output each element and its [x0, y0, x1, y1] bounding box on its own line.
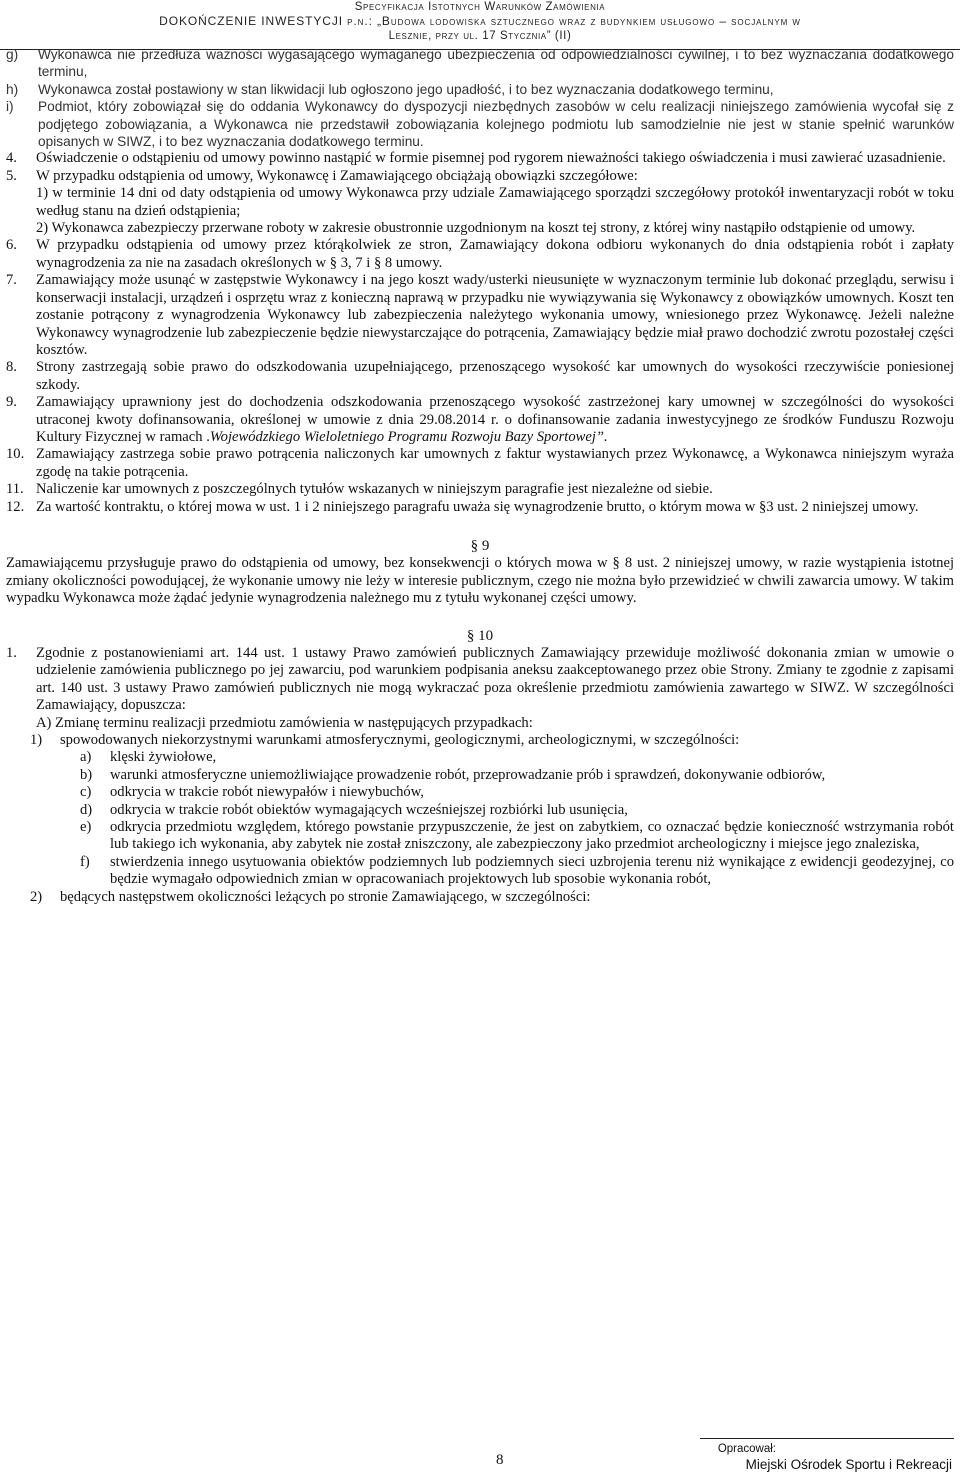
s10-letter-b — [80, 767, 954, 784]
list-text: Podmiot, który zobowiązał się do oddania Wykonawcy do dyspozycji niezbędnych zasobów w celu realizacji niniejszego zamówienia wycofał się z podjętego zobowiązania, a Wykonawca nie przedstawił zobowiązania kolejnego podmiotu lub samodzielnie nie jest w stanie spełnić warunków opisanych w SIWZ, i to bez wyznaczania dodatkowego terminu. — [38, 99, 954, 150]
point-text: Zgodnie z postanowieniami art. 144 ust. 1 ustawy Prawo zamówień publicznych Zamawiający przewiduje możliwość dokonania zmian w umowie o udzielenie zamówienia publicznego po jej zawarciu, pod warunkiem podpisania aneksu zaakceptowanego przez obie Strony. Zmiany te zgodnie z zapisami art. 140 ust. 3 ustawy Prawo zamówień publicznych nie mogą wykraczać poza określenie przedmiotu zamówienia zawartego w SIWZ. W szczególności Zamawiający, dopuszcza: — [36, 645, 954, 714]
s10-letter-c — [80, 784, 954, 801]
prepared-by-label: Opracował: — [717, 1443, 776, 1455]
list-text: odkrycia w trakcie robót niewypałów i niewybuchów, — [110, 784, 424, 801]
list-text: odkrycia przedmiotu względem, którego powstanie przypuszczenie, że jest on zabytkiem, co oznaczać będzie konieczność wstrzymania robót lub takiego ich wykonania, aby zabytek nie został zniszczony, ale zabezpieczony jako przedmiot archeologiczny i miejsce jego znaleziska, — [110, 819, 954, 853]
point-sub-2: 2) Wykonawca zabezpieczy przerwane roboty w zakresie obustronnie uzgodnionym na koszt tej strony, z której winy nastąpiło odstąpienie od umowy. — [36, 220, 916, 237]
list-text: spowodowanych niekorzystnymi warunkami atmosferycznymi, geologicznymi, archeologicznymi, w szczególności: — [60, 732, 740, 749]
point-number: 6. — [6, 237, 17, 254]
point-sub-1: 1) w terminie 14 dni od daty odstąpienia od umowy Wykonawca przy udziale Zamawiającego sporządzi szczegółowy protokół inwentaryzacji robót w toku według stanu na dzień odstąpienia; — [36, 185, 954, 219]
point-number: 4. — [6, 150, 17, 167]
list-label: b) — [80, 766, 93, 783]
list-label: 2) — [30, 888, 43, 905]
point-number: 5. — [6, 167, 17, 184]
point-number: 7. — [6, 272, 17, 289]
point-11 — [6, 481, 954, 498]
list-label: f) — [80, 853, 90, 870]
list-text: klęski żywiołowe, — [110, 749, 217, 766]
list-label: i) — [6, 99, 14, 115]
footer-divider — [700, 1438, 954, 1439]
point-8 — [6, 359, 954, 394]
list-label: h) — [6, 81, 19, 97]
s10-letter-f — [80, 854, 954, 889]
point-text: Za wartość kontraktu, o której mowa w ust. 1 i 2 niniejszego paragrafu uważa się wynagrodzenie brutto, o którym mowa w §3 ust. 2 niniejszej umowy. — [36, 498, 919, 515]
list-text: będących następstwem okoliczności leżących po stronie Zamawiającego, w szczególności: — [60, 888, 591, 905]
point-text: Strony zastrzegają sobie prawo do odszkodowania uzupełniającego, przenoszącego wysokość kar umownych do wysokości rzeczywiście poniesionej szkody. — [36, 359, 954, 393]
point-number: 11. — [6, 481, 24, 498]
point-number: 9. — [6, 394, 17, 411]
point-number: 1. — [6, 645, 17, 661]
list-text: Wykonawca nie przedłuża ważności wygasającego wymaganego ubezpieczenia od odpowiedzialności cywilnej, i to bez wyznaczania dodatkowego terminu, — [38, 47, 954, 80]
program-name: Wojewódzkiego Wieloletniego Programu Rozwoju Bazy Sportowej”. — [209, 428, 608, 445]
list-text: odkrycia w trakcie robót obiektów wymagających wcześniejszej rozbiórki lub usunięcia, — [110, 801, 628, 818]
s10-n1 — [30, 732, 954, 749]
point-text: Zamawiający może usunąć w zastępstwie Wykonawcy i na jego koszt wady/usterki nieusunięte w wyznaczonym terminie lub dokonać przeglądu, serwisu i konserwacji instalacji, urządzeń i osprzętu wraz z konieczną naprawą w przypadku nie wywiązywania się Wykonawcy z obowiązków umownych. Koszt ten zostanie potrącony z wynagrodzenia Wykonawcy lub zabezpieczenia należytego wykonania umowy, wniesionego przez Wykonawcę. Jeżeli należne Wykonawcy wynagrodzenie lub zabezpieczenie będzie niewystarczające do potrącenia, Zamawiający będzie miał prawo dochodzić zwrotu pozostałej części kosztów. — [36, 272, 954, 358]
point-6 — [6, 237, 954, 272]
point-5 — [6, 168, 954, 238]
point-number: 10. — [6, 446, 25, 463]
s10-n2 — [30, 889, 954, 906]
document-header — [0, 0, 960, 45]
point-text: W przypadku odstąpienia od umowy, Wykonawcę i Zamawiającego obciążają obowiązki szczegółowe: — [36, 167, 638, 184]
list-label: g) — [6, 47, 19, 62]
point-text: Oświadczenie o odstąpieniu od umowy powinno nastąpić w formie pisemnej pod rygorem nieważności takiego oświadczenia i musi zawierać uzasadnienie. — [36, 150, 946, 167]
s10-letter-a — [80, 749, 954, 766]
list-label: c) — [80, 784, 92, 801]
section-heading-9: § 9 — [470, 537, 490, 554]
point-text: W przypadku odstąpienia od umowy przez którąkolwiek ze stron, Zamawiający dokona odbioru wykonanych do dnia odstąpienia robót i zapłaty wynagrodzenia za nie na zasadach określonych w § 3, 7 i § 8 umowy. — [36, 237, 954, 271]
header-line-3: Lesznie, przy ul. 17 Stycznia” (II) — [388, 30, 572, 42]
section-9-text: Zamawiającemu przysługuje prawo do odstąpienia od umowy, bez konsekwencji o których mowa w § 8 ust. 2 niniejszej umowy, w razie wystąpienia istotnej zmiany okoliczności powodującej, że wykonanie umowy nie leży w interesie publicznym, czego nie można było przewidzieć w chwili zawarcia umowy. W takim wypadku Wykonawca może żądać jedynie wynagrodzenia należnego mu z tytułu wykonanej części umowy. — [6, 555, 954, 607]
point-number: 8. — [6, 359, 17, 376]
point-text: Zamawiający uprawniony jest do dochodzenia odszkodowania przenoszącego wysokość zastrzeżonej kary umownej w szczególności do wysokości utraconej kwoty dofinansowania, określonej w umowie z dnia 29.08.2014 r. o dofinansowanie zadania inwestycyjnego ze środków Funduszu Rozwoju Kultury Fizycznej w ramach . — [36, 394, 954, 445]
list-text: warunki atmosferyczne uniemożliwiające prowadzenie robót, przeprowadzanie prób i sprawdzeń, dokonywanie odbiorów, — [110, 766, 826, 783]
section-heading-10: § 10 — [466, 627, 494, 644]
list-item-g — [6, 46, 954, 81]
header-line-2: DOKOŃCZENIE INWESTYCJI p.n.: „Budowa lodowiska sztucznego wraz z budynkiem usługowo – socjalnym w — [159, 14, 801, 28]
point-9 — [6, 394, 954, 446]
point-12 — [6, 499, 954, 516]
point-7 — [6, 272, 954, 359]
header-line-1: Specyfikacja Istotnych Warunków Zamówienia — [354, 1, 606, 13]
list-label: d) — [80, 801, 93, 818]
s10-point-1 — [6, 645, 954, 715]
list-text: stwierdzenia innego usytuowania obiektów podziemnych lub podziemnych sieci uzbrojenia terenu niż wynikające z ewidencji geodezyjnej, co będzie wymagało odpowiednich zmian w opracowaniach projektowych lub sposobie wykonania robót, — [110, 853, 954, 888]
organization-name: Miejski Ośrodek Sportu i Rekreacji — [745, 1457, 952, 1472]
point-number: 12. — [6, 498, 25, 515]
point-10 — [6, 446, 954, 481]
list-label: e) — [80, 819, 92, 836]
document-body — [6, 44, 954, 906]
list-item-i — [6, 98, 954, 150]
s10-letter-d — [80, 802, 954, 819]
document-footer — [0, 1434, 960, 1477]
s10-letter-e — [80, 819, 954, 854]
point-text: Zamawiający zastrzega sobie prawo potrącenia naliczonych kar umownych z faktur wystawianych przez Wykonawcę, a Wykonawca niniejszym wyraża zgodę na takie potrącenia. — [36, 446, 954, 480]
list-text: Wykonawca został postawiony w stan likwidacji lub ogłoszono jego upadłość, i to bez wyznaczania dodatkowego terminu, — [38, 81, 774, 97]
s10-subsection-a: A) Zmianę terminu realizacji przedmiotu zamówienia w następujących przypadkach: — [36, 714, 533, 731]
list-label: 1) — [30, 732, 43, 749]
list-label: a) — [80, 749, 92, 766]
point-text: Naliczenie kar umownych z poszczególnych tytułów wskazanych w niniejszym paragrafie jest niezależne od siebie. — [36, 481, 713, 498]
list-item-h — [6, 81, 954, 98]
point-4 — [6, 150, 954, 167]
page-number: 8 — [496, 1452, 504, 1468]
